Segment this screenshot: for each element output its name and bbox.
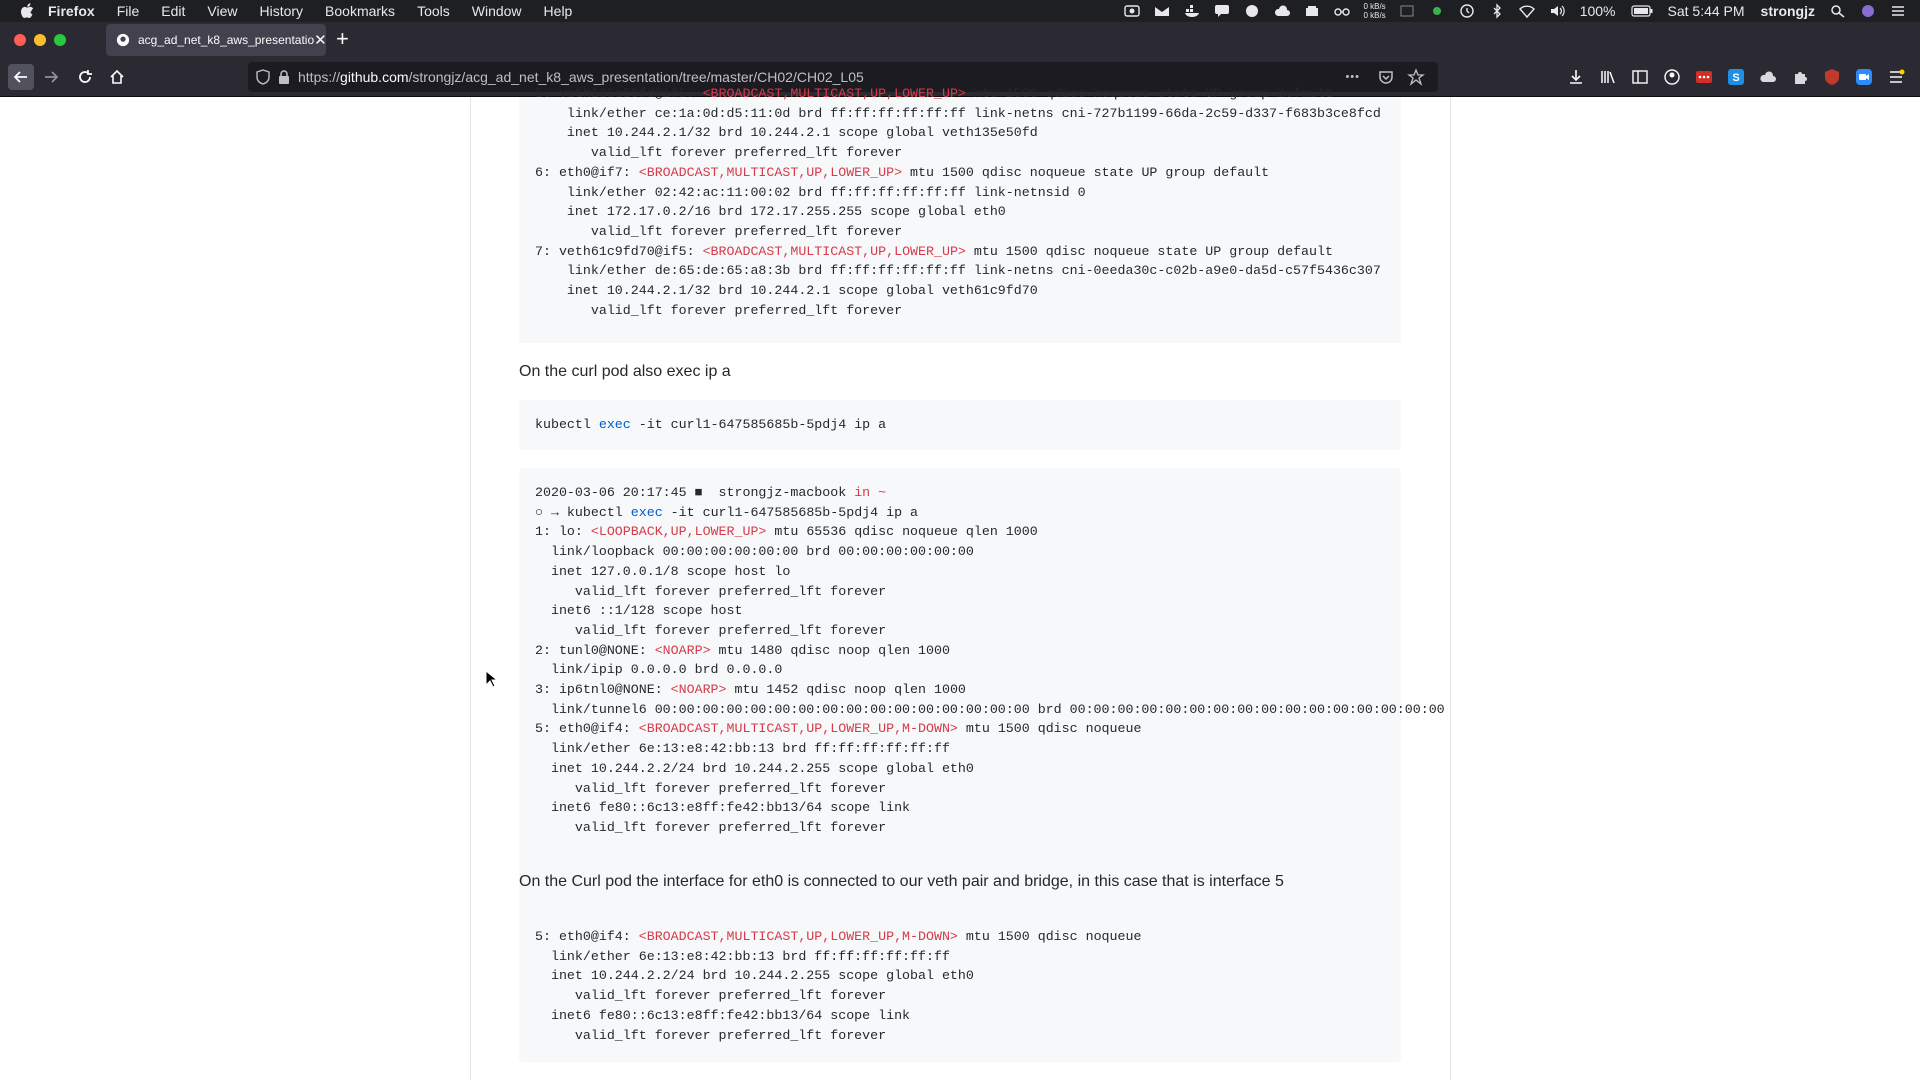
code-line — [535, 483, 1385, 503]
code-keyword: exec — [598, 417, 631, 432]
code-text: link/ether 6e:13:e8:42:bb:13 brd ff:ff:ff:ff:ff:ff — [535, 948, 950, 964]
code-line — [535, 759, 1385, 779]
menu-tools[interactable]: Tools — [417, 3, 450, 19]
code-line — [535, 680, 1385, 700]
code-flags: <BROADCAST,MULTICAST,UP,LOWER_UP> — [702, 243, 966, 259]
code-text: inet 127.0.0.1/8 scope host lo — [535, 563, 791, 579]
battery-percent[interactable]: 100% — [1579, 3, 1616, 19]
grid-icon[interactable] — [1399, 4, 1415, 18]
status-dot-icon[interactable] — [1429, 4, 1445, 18]
forward-button[interactable] — [38, 64, 64, 90]
code-text: inet 172.17.0.2/16 brd 172.17.255.255 scope global eth0 — [535, 204, 1006, 220]
toolbar-right — [1560, 64, 1912, 90]
code-line — [535, 123, 1385, 143]
extension-s-button[interactable] — [1726, 67, 1746, 87]
code-line — [535, 143, 1385, 163]
menu-edit[interactable]: Edit — [161, 3, 186, 19]
window-close-button[interactable] — [14, 34, 26, 46]
code-line — [535, 542, 1385, 562]
code-line — [535, 562, 1385, 582]
puzzle-icon — [1792, 69, 1808, 85]
code-block-ip-a-host — [519, 86, 1401, 343]
chat-icon[interactable] — [1214, 4, 1230, 18]
code-eth0-interface-output — [535, 927, 1385, 1045]
app-menu-button[interactable] — [1886, 67, 1906, 87]
code-text: 1: lo: — [535, 524, 591, 540]
url-path: /strongjz/acg_ad_net_k8_aws_presentation/tree/master/CH02/CH02_L05 — [408, 69, 864, 85]
code-text: inet 10.244.2.2/24 brd 10.244.2.255 scope global eth0 — [535, 760, 974, 776]
back-arrow-icon — [13, 69, 29, 85]
code-text-tail: mtu 1452 qdisc noop qlen 1000 — [726, 682, 966, 698]
code-line — [535, 84, 1385, 104]
code-line — [535, 739, 1385, 759]
code-text-tail: mtu 1500 qdisc noqueue state UP group default — [965, 243, 1333, 259]
drive-icon[interactable] — [1304, 4, 1320, 18]
menu-window[interactable]: Window — [471, 3, 522, 19]
library-icon — [1600, 69, 1616, 85]
code-text-tail: mtu 1480 qdisc noop qlen 1000 — [710, 642, 950, 658]
notification-center-icon[interactable] — [1890, 4, 1906, 18]
home-button[interactable] — [104, 64, 130, 90]
code-text: inet 10.244.2.1/32 brd 10.244.2.1 scope global veth135e50fd — [535, 125, 1038, 141]
menu-view[interactable]: View — [207, 3, 238, 19]
code-text: valid_lft forever preferred_lft forever — [535, 583, 887, 599]
extension-lastpass-button[interactable] — [1694, 67, 1714, 87]
menubar-clock[interactable]: Sat 5:44 PM — [1667, 3, 1745, 19]
code-text: valid_lft forever preferred_lft forever — [535, 1027, 887, 1043]
bookmark-star-icon[interactable] — [1408, 69, 1424, 85]
code-text: inet6 fe80::6c13:e8ff:fe42:bb13/64 scope link — [535, 800, 911, 816]
new-tab-button[interactable]: + — [336, 26, 349, 51]
code-line — [535, 779, 1385, 799]
code-line — [535, 104, 1385, 124]
code-text-tail: mtu 1500 qdisc noqueue state UP group default — [965, 86, 1333, 101]
code-line — [535, 281, 1385, 301]
code-line — [535, 163, 1385, 183]
extension-ublock-button[interactable] — [1822, 67, 1842, 87]
code-text: 5: eth0@if4: — [535, 929, 639, 944]
library-button[interactable] — [1598, 67, 1618, 87]
pocket-icon[interactable] — [1378, 69, 1394, 85]
net-upload: 0 kB/s — [1363, 2, 1386, 11]
tab-title: acg_ad_net_k8_aws_presentatio — [138, 33, 315, 47]
menu-app-name[interactable]: Firefox — [48, 3, 95, 19]
reload-icon — [77, 69, 93, 85]
code-line — [535, 202, 1385, 222]
window-zoom-button[interactable] — [54, 34, 66, 46]
spotlight-search-icon[interactable] — [1830, 4, 1846, 18]
ublock-icon — [1823, 68, 1841, 86]
cloud-icon[interactable] — [1274, 4, 1290, 18]
window-minimize-button[interactable] — [34, 34, 46, 46]
sidebar-button[interactable] — [1630, 67, 1650, 87]
account-icon — [1664, 69, 1680, 85]
moon-icon[interactable] — [1244, 4, 1260, 18]
code-text-tail: mtu 1500 qdisc noqueue — [957, 929, 1142, 944]
code-text: inet6 fe80::6c13:e8ff:fe42:bb13/64 scope link — [535, 1007, 911, 1023]
lastpass-icon — [1695, 68, 1713, 86]
code-text: 6: eth0@if7: — [535, 164, 639, 180]
menu-help[interactable]: Help — [543, 3, 573, 19]
extension-cloud-button[interactable] — [1758, 67, 1778, 87]
paragraph-eth0-explanation: On the Curl pod the interface for eth0 is connected to our veth pair and bridge, in this case that is interface 5 — [519, 873, 1284, 890]
code-block-eth0-interface — [519, 912, 1401, 1062]
code-text-tail: -it curl1-647585685b-5pdj4 ip a — [662, 504, 919, 520]
code-line — [535, 818, 1385, 838]
code-flags: <BROADCAST,MULTICAST,UP,LOWER_UP,M-DOWN> — [638, 721, 958, 737]
back-button[interactable] — [8, 64, 34, 90]
glasses-icon[interactable] — [1334, 4, 1350, 18]
code-prompt-path: in ~ — [854, 485, 887, 500]
code-text: link/tunnel6 00:00:00:00:00:00:00:00:00:00:00:00:00:00:00:00 brd 00:00:00:00:00:00:00:00:00:00:00:00:00:00:00:00 — [535, 701, 1445, 717]
code-text: 5: eth0@if4: — [535, 721, 639, 737]
code-glyph: ■ — [694, 485, 703, 500]
cloud-extension-icon — [1759, 68, 1777, 86]
code-text: link/loopback 00:00:00:00:00:00 brd 00:00:00:00:00:00 — [535, 544, 974, 560]
siri-icon[interactable] — [1860, 4, 1876, 18]
download-icon — [1568, 69, 1584, 85]
code-line — [535, 503, 1385, 523]
code-text-tail: -it curl1-647585685b-5pdj4 ip a — [630, 417, 887, 432]
sidebar-icon — [1632, 69, 1648, 85]
code-line — [535, 660, 1385, 680]
reload-button[interactable] — [72, 64, 98, 90]
code-flags: <NOARP> — [654, 642, 711, 658]
code-flags: <LOOPBACK,UP,LOWER_UP> — [590, 524, 767, 540]
menu-bookmarks[interactable]: Bookmarks — [325, 3, 396, 19]
extension-zoom-button[interactable] — [1854, 67, 1874, 87]
menubar-username[interactable]: strongjz — [1760, 3, 1815, 19]
code-text: link/ether 02:42:ac:11:00:02 brd ff:ff:ff:ff:ff:ff link-netnsid 0 — [535, 184, 1086, 200]
code-text: 2020-03-06 20:17:45 — [535, 485, 695, 500]
code-text-tail: mtu 1500 qdisc noqueue — [957, 721, 1142, 737]
code-line — [535, 641, 1385, 661]
mouse-pointer-icon — [485, 670, 497, 688]
code-text: ○ → kubectl — [535, 504, 631, 520]
lock-icon[interactable] — [278, 70, 290, 84]
battery-icon[interactable] — [1631, 4, 1653, 18]
downloads-button[interactable] — [1566, 67, 1586, 87]
volume-icon[interactable] — [1549, 4, 1565, 18]
code-text: kubectl — [535, 417, 599, 432]
code-line — [535, 966, 1385, 986]
code-line — [535, 522, 1385, 542]
code-line — [535, 621, 1385, 641]
code-text: inet6 ::1/128 scope host — [535, 603, 743, 619]
network-speed — [1363, 2, 1385, 20]
code-flags: <BROADCAST,MULTICAST,UP,LOWER_UP,M-DOWN> — [638, 929, 958, 944]
code-line — [535, 719, 1385, 739]
code-text: inet 10.244.2.2/24 brd 10.244.2.255 scope global eth0 — [535, 968, 974, 984]
code-text: link/ether de:65:de:65:a8:3b brd ff:ff:ff:ff:ff:ff link-netns cni-0eeda30c-c02b-a9e0-da5d-c57f5436c307 — [535, 263, 1381, 279]
code-text: 7: veth61c9fd70@if5: — [535, 243, 703, 259]
hamburger-menu-icon — [1888, 69, 1904, 85]
extension-puzzle-button[interactable] — [1790, 67, 1810, 87]
code-kubectl-exec-command — [535, 415, 1385, 435]
code-text: valid_lft forever preferred_lft forever — [535, 780, 887, 796]
tab-github-repo[interactable] — [106, 24, 326, 56]
code-text: 5: veth135e50fd@if5: — [535, 86, 703, 101]
tab-close-icon[interactable]: ✕ — [314, 32, 327, 49]
code-line — [535, 927, 1385, 947]
code-text: valid_lft forever preferred_lft forever — [535, 145, 903, 161]
net-download: 0 kB/s — [1363, 11, 1386, 20]
code-curl-pod-ip-a-output — [535, 483, 1445, 838]
forward-arrow-icon — [43, 69, 59, 85]
zoom-extension-icon — [1855, 68, 1873, 86]
code-line — [535, 222, 1385, 242]
code-text: valid_lft forever preferred_lft forever — [535, 819, 887, 835]
code-line — [535, 242, 1385, 262]
url-text[interactable] — [298, 69, 864, 85]
code-line — [535, 798, 1385, 818]
code-flags: <BROADCAST,MULTICAST,UP,LOWER_UP> — [638, 164, 903, 180]
code-text-tail: mtu 65536 qdisc noqueue qlen 1000 — [766, 524, 1038, 540]
code-block-kubectl-exec — [519, 400, 1401, 450]
code-keyword: exec — [630, 504, 663, 520]
code-line — [535, 986, 1385, 1006]
code-text: inet 10.244.2.1/32 brd 10.244.2.1 scope global veth61c9fd70 — [535, 283, 1038, 299]
code-line — [535, 601, 1385, 621]
macos-menubar — [0, 0, 1920, 22]
github-favicon-icon — [116, 33, 130, 47]
code-line — [535, 415, 1385, 435]
page-actions-button[interactable]: ••• — [1345, 71, 1360, 83]
time-machine-icon[interactable] — [1459, 4, 1475, 18]
code-text: link/ipip 0.0.0.0 brd 0.0.0.0 — [535, 662, 783, 678]
code-line — [535, 183, 1385, 203]
url-host: github.com — [340, 69, 409, 85]
home-icon — [109, 69, 125, 85]
code-line — [535, 301, 1385, 321]
paragraph-curl-exec: On the curl pod also exec ip a — [519, 363, 731, 380]
code-ip-a-host-output — [535, 84, 1385, 320]
code-line — [535, 700, 1445, 720]
wifi-icon[interactable] — [1519, 4, 1535, 18]
code-flags: <BROADCAST,MULTICAST,UP,LOWER_UP> — [702, 86, 966, 101]
svg-text:S: S — [1732, 72, 1740, 84]
code-line — [535, 1006, 1385, 1026]
code-text: 3: ip6tnl0@NONE: — [535, 682, 671, 698]
account-button[interactable] — [1662, 67, 1682, 87]
code-text: 2: tunl0@NONE: — [535, 642, 655, 658]
menu-file[interactable]: File — [116, 3, 140, 19]
mail-icon[interactable] — [1154, 4, 1170, 18]
code-line — [535, 1026, 1385, 1046]
code-text: valid_lft forever preferred_lft forever — [535, 302, 903, 318]
code-text: valid_lft forever preferred_lft forever — [535, 622, 887, 638]
code-line — [535, 582, 1385, 602]
tracking-protection-shield-icon[interactable] — [256, 69, 270, 85]
s-extension-icon — [1727, 68, 1745, 86]
code-line — [535, 947, 1385, 967]
code-text-tail: mtu 1500 qdisc noqueue state UP group default — [902, 164, 1270, 180]
page-content — [0, 86, 1920, 1080]
code-text: valid_lft forever preferred_lft forever — [535, 223, 903, 239]
code-text-tail: strongjz-macbook — [702, 485, 855, 500]
docker-icon[interactable] — [1184, 4, 1200, 18]
code-line — [535, 261, 1385, 281]
code-text: link/ether 6e:13:e8:42:bb:13 brd ff:ff:ff:ff:ff:ff — [535, 741, 950, 757]
code-text: valid_lft forever preferred_lft forever — [535, 988, 887, 1004]
screen-record-icon[interactable] — [1124, 4, 1140, 18]
menu-history[interactable]: History — [259, 3, 304, 19]
code-text: link/ether ce:1a:0d:d5:11:0d brd ff:ff:ff:ff:ff:ff link-netns cni-727b1199-66da-2c59-d337-f683b3ce8fcd — [535, 105, 1381, 121]
apple-icon[interactable] — [20, 3, 34, 19]
code-flags: <NOARP> — [670, 682, 727, 698]
url-prefix: https:// — [298, 69, 341, 85]
bluetooth-icon[interactable] — [1489, 4, 1505, 18]
